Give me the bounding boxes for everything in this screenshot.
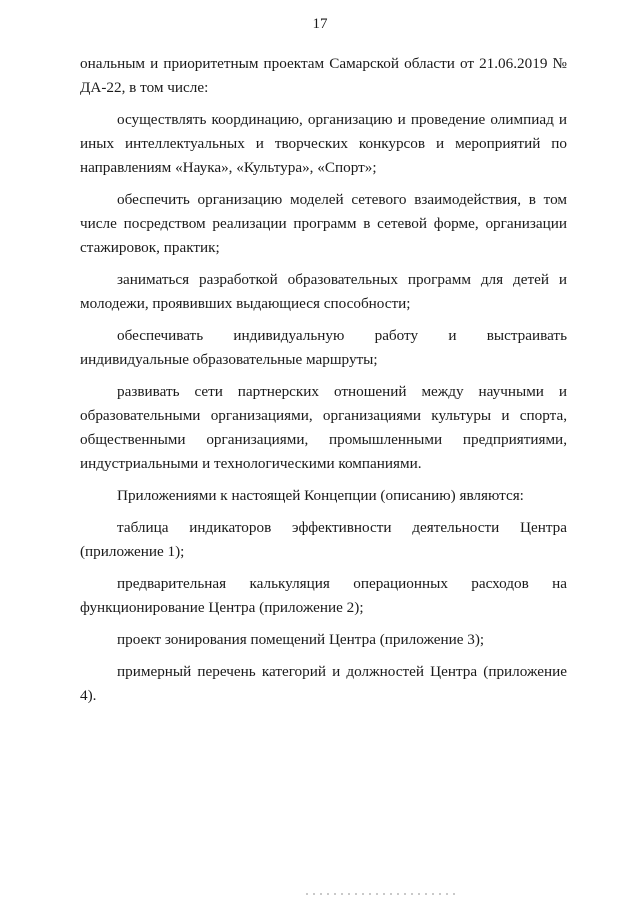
- paragraph-network-interaction: обеспечить организацию моделей сетевого взаимодействия, в том числе посредством реализации программ в сетевой форме, организации стажировок, практик;: [80, 191, 567, 256]
- paragraph-appendix-4: примерный перечень категорий и должностей Центра (приложение 4).: [80, 663, 567, 704]
- paragraph-appendix-3: проект зонирования помещений Центра (приложение 3);: [117, 631, 485, 648]
- paragraph-partnership-networks: развивать сети партнерских отношений между научными и образовательными организациями, организациями культуры и спорта, общественными организациями, промышленными предприятиями, индустриальными и технологическими компаниями.: [80, 383, 567, 472]
- page-number: 17: [312, 16, 328, 32]
- footer-scan-artifact: [306, 893, 456, 895]
- paragraph-appendix-1: таблица индикаторов эффективности деятельности Центра (приложение 1);: [80, 519, 567, 560]
- paragraph-appendix-2: предварительная калькуляция операционных расходов на функционирование Центра (приложение 2);: [80, 575, 567, 616]
- paragraph-individual-work: обеспечивать индивидуальную работу и выстраивать индивидуальные образовательные маршруты;: [80, 327, 567, 368]
- paragraph-program-development: заниматься разработкой образовательных программ для детей и молодежи, проявивших выдающиеся способности;: [80, 271, 567, 312]
- paragraph-coordination: осуществлять координацию, организацию и проведение олимпиад и иных интеллектуальных и творческих конкурсов и мероприятий по направлениям «Наука», «Культура», «Спорт»;: [80, 111, 567, 176]
- document-body: [80, 52, 567, 716]
- paragraph-appendices-intro: Приложениями к настоящей Концепции (описанию) являются:: [117, 487, 524, 504]
- paragraph-continuation: ональным и приоритетным проектам Самарской области от 21.06.2019 № ДА-22, в том числе:: [80, 55, 567, 96]
